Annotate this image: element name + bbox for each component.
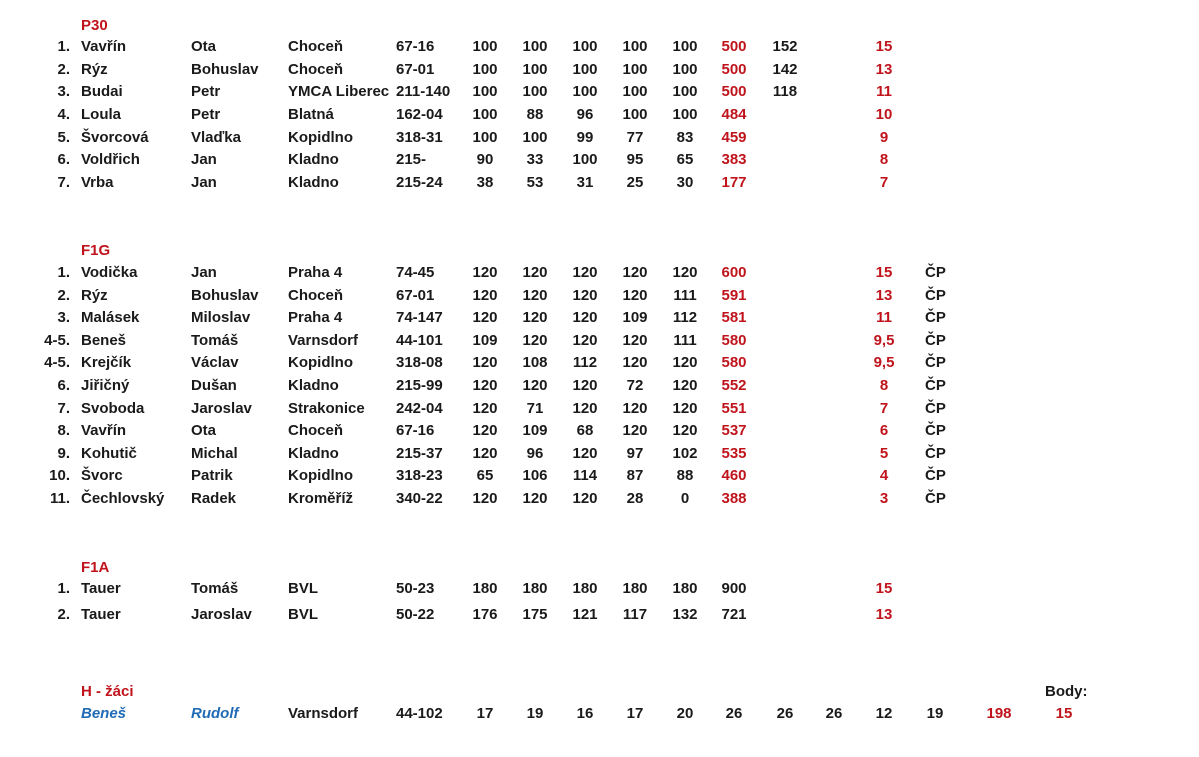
round-score-cell: 100 (572, 38, 598, 55)
round-score-cell: 120 (522, 264, 548, 281)
round-score-cell: 120 (622, 264, 648, 281)
round-score-cell: 99 (576, 129, 594, 146)
round-score-cell: 65 (476, 467, 494, 484)
round-score-cell: 19 (926, 705, 944, 722)
firstname-cell: Tomáš (191, 332, 239, 349)
table-row (0, 354, 1199, 376)
round-score-cell: 65 (676, 151, 694, 168)
flyoff-cell: 118 (772, 83, 798, 100)
club-cell: Choceň (288, 38, 344, 55)
round-score-cell: 100 (622, 106, 648, 123)
round-score-cell: 180 (622, 580, 648, 597)
surname-cell: Voldřich (81, 151, 140, 168)
license-cell: 340-22 (396, 490, 443, 507)
round-score-cell: 100 (522, 61, 548, 78)
table-row (0, 129, 1199, 151)
license-cell: 50-22 (396, 606, 435, 623)
surname-cell: Beneš (81, 705, 127, 722)
firstname-cell: Miloslav (191, 309, 251, 326)
club-cell: Choceň (288, 287, 344, 304)
total-cell: 177 (721, 174, 747, 191)
table-row (0, 705, 1199, 727)
table-row (0, 174, 1199, 196)
round-score-cell: 90 (476, 151, 494, 168)
round-score-cell: 68 (576, 422, 594, 439)
surname-cell: Krejčík (81, 354, 132, 371)
round-score-cell: 120 (472, 354, 498, 371)
points-cell: 13 (875, 287, 893, 304)
cup-note-cell: ČP (925, 445, 946, 462)
surname-cell: Kohutič (81, 445, 137, 462)
firstname-cell: Michal (191, 445, 238, 462)
round-score-cell: 111 (673, 287, 697, 304)
surname-cell: Rýz (81, 287, 108, 304)
round-score-cell: 96 (576, 106, 594, 123)
points-cell: 4 (879, 467, 889, 484)
license-cell: 44-101 (396, 332, 443, 349)
round-score-cell: 88 (676, 467, 694, 484)
round-score-cell: 120 (572, 377, 598, 394)
round-score-cell: 180 (572, 580, 598, 597)
round-score-cell: 100 (572, 61, 598, 78)
round-score-cell: 87 (626, 467, 644, 484)
rank-cell: 9. (57, 445, 70, 462)
round-score-cell: 26 (725, 705, 743, 722)
cup-note-cell: ČP (925, 400, 946, 417)
club-cell: Kopidlno (288, 129, 353, 146)
rank-cell: 6. (57, 377, 70, 394)
total-cell: 600 (721, 264, 747, 281)
total-cell: 580 (721, 332, 747, 349)
round-score-cell: 120 (622, 400, 648, 417)
points-cell: 9,5 (873, 354, 895, 371)
total-cell: 460 (721, 467, 747, 484)
license-cell: 318-31 (396, 129, 443, 146)
table-row (0, 332, 1199, 354)
firstname-cell: Václav (191, 354, 239, 371)
points-cell: 9 (879, 129, 889, 146)
round-score-cell: 100 (622, 38, 648, 55)
license-cell: 67-01 (396, 287, 435, 304)
rank-cell: 2. (57, 61, 70, 78)
flyoff-cell: 142 (772, 61, 798, 78)
round-score-cell: 120 (472, 377, 498, 394)
cup-note-cell: ČP (925, 467, 946, 484)
firstname-cell: Rudolf (191, 705, 239, 722)
round-score-cell: 109 (522, 422, 548, 439)
points-cell: 9,5 (873, 332, 895, 349)
round-score-cell: 117 (622, 606, 648, 623)
surname-cell: Jiřičný (81, 377, 130, 394)
club-cell: BVL (288, 580, 318, 597)
round-score-cell: 100 (472, 106, 498, 123)
points-cell: 7 (879, 400, 889, 417)
round-score-cell: 100 (572, 83, 598, 100)
license-cell: 74-147 (396, 309, 443, 326)
round-score-cell: 17 (476, 705, 494, 722)
club-cell: Blatná (288, 106, 334, 123)
round-score-cell: 20 (676, 705, 694, 722)
table-row (0, 38, 1199, 60)
total-cell: 537 (721, 422, 747, 439)
cup-note-cell: ČP (925, 264, 946, 281)
round-score-cell: 180 (472, 580, 498, 597)
round-score-cell: 95 (626, 151, 644, 168)
license-cell: 67-01 (396, 61, 435, 78)
rank-cell: 1. (57, 264, 70, 281)
rank-cell: 4-5. (44, 332, 70, 349)
total-cell: 900 (721, 580, 747, 597)
points-cell: 15 (1055, 705, 1073, 722)
club-cell: Varnsdorf (288, 332, 359, 349)
round-score-cell: 120 (472, 287, 498, 304)
round-score-cell: 100 (622, 61, 648, 78)
license-cell: 242-04 (396, 400, 443, 417)
round-score-cell: 120 (472, 490, 498, 507)
round-score-cell: 97 (626, 445, 644, 462)
round-score-cell: 111 (673, 332, 697, 349)
cup-note-cell: ČP (925, 377, 946, 394)
round-score-cell: 180 (672, 580, 698, 597)
cup-note-cell: ČP (925, 354, 946, 371)
rank-cell: 10. (49, 467, 70, 484)
round-score-cell: 120 (472, 400, 498, 417)
points-cell: 11 (876, 83, 892, 100)
round-score-cell: 120 (472, 422, 498, 439)
section-title-f1g: F1G (81, 242, 111, 259)
round-score-cell: 17 (626, 705, 644, 722)
rank-cell: 2. (57, 287, 70, 304)
club-cell: Kroměříž (288, 490, 354, 507)
surname-cell: Budai (81, 83, 123, 100)
points-label: Body: (1045, 683, 1088, 700)
round-score-cell: 120 (622, 354, 648, 371)
rank-cell: 1. (57, 38, 70, 55)
round-score-cell: 30 (676, 174, 694, 191)
rank-cell: 3. (57, 83, 70, 100)
round-score-cell: 38 (476, 174, 494, 191)
round-score-cell: 26 (825, 705, 843, 722)
round-score-cell: 176 (472, 606, 498, 623)
total-cell: 551 (721, 400, 747, 417)
points-cell: 8 (879, 151, 889, 168)
firstname-cell: Jan (191, 151, 217, 168)
surname-cell: Vodička (81, 264, 138, 281)
license-cell: 44-102 (396, 705, 443, 722)
surname-cell: Rýz (81, 61, 108, 78)
round-score-cell: 175 (522, 606, 548, 623)
round-score-cell: 132 (672, 606, 698, 623)
club-cell: Kladno (288, 377, 339, 394)
firstname-cell: Vlaďka (191, 129, 241, 146)
club-cell: Kopidlno (288, 467, 353, 484)
total-cell: 484 (721, 106, 747, 123)
table-row (0, 61, 1199, 83)
surname-cell: Svoboda (81, 400, 145, 417)
round-score-cell: 100 (572, 151, 598, 168)
table-row (0, 422, 1199, 444)
table-row (0, 151, 1199, 173)
round-score-cell: 120 (472, 445, 498, 462)
round-score-cell: 88 (526, 106, 544, 123)
points-cell: 10 (875, 106, 893, 123)
cup-note-cell: ČP (925, 422, 946, 439)
total-cell: 383 (721, 151, 747, 168)
rank-cell: 2. (57, 606, 70, 623)
round-score-cell: 121 (572, 606, 598, 623)
surname-cell: Vrba (81, 174, 114, 191)
round-score-cell: 120 (622, 287, 648, 304)
round-score-cell: 108 (522, 354, 548, 371)
round-score-cell: 100 (672, 61, 698, 78)
round-score-cell: 25 (626, 174, 644, 191)
rank-cell: 11. (49, 490, 70, 507)
club-cell: Kladno (288, 174, 339, 191)
total-cell: 721 (721, 606, 747, 623)
table-row (0, 309, 1199, 331)
firstname-cell: Ota (191, 38, 217, 55)
club-cell: Strakonice (288, 400, 365, 417)
round-score-cell: 120 (572, 400, 598, 417)
round-score-cell: 120 (672, 264, 698, 281)
round-score-cell: 120 (572, 332, 598, 349)
points-cell: 3 (879, 490, 889, 507)
club-cell: Choceň (288, 61, 344, 78)
round-score-cell: 72 (626, 377, 644, 394)
firstname-cell: Ota (191, 422, 217, 439)
rank-cell: 4. (57, 106, 70, 123)
total-cell: 591 (721, 287, 747, 304)
points-cell: 11 (876, 309, 892, 326)
round-score-cell: 120 (472, 264, 498, 281)
rank-cell: 6. (57, 151, 70, 168)
round-score-cell: 16 (576, 705, 594, 722)
club-cell: YMCA Liberec (288, 83, 390, 100)
points-cell: 13 (875, 61, 893, 78)
rank-cell: 3. (57, 309, 70, 326)
surname-cell: Švorc (81, 467, 123, 484)
round-score-cell: 100 (622, 83, 648, 100)
firstname-cell: Tomáš (191, 580, 239, 597)
points-cell: 15 (875, 264, 893, 281)
surname-cell: Tauer (81, 580, 121, 597)
total-cell: 459 (721, 129, 747, 146)
cup-note-cell: ČP (925, 332, 946, 349)
license-cell: 50-23 (396, 580, 435, 597)
license-cell: 318-23 (396, 467, 443, 484)
firstname-cell: Bohuslav (191, 287, 259, 304)
club-cell: Praha 4 (288, 264, 343, 281)
total-cell: 581 (721, 309, 747, 326)
firstname-cell: Jan (191, 174, 217, 191)
points-cell: 5 (879, 445, 889, 462)
surname-cell: Švorcová (81, 129, 149, 146)
surname-cell: Beneš (81, 332, 127, 349)
license-cell: 215- (396, 151, 427, 168)
round-score-cell: 120 (622, 332, 648, 349)
firstname-cell: Radek (191, 490, 237, 507)
license-cell: 215-37 (396, 445, 443, 462)
total-cell: 388 (721, 490, 747, 507)
round-score-cell: 120 (672, 400, 698, 417)
club-cell: Kladno (288, 445, 339, 462)
round-score-cell: 77 (626, 129, 644, 146)
round-score-cell: 19 (526, 705, 544, 722)
firstname-cell: Patrik (191, 467, 233, 484)
round-score-cell: 120 (522, 287, 548, 304)
round-score-cell: 112 (672, 309, 698, 326)
table-row (0, 287, 1199, 309)
section-title-f1a: F1A (81, 559, 110, 576)
round-score-cell: 120 (522, 332, 548, 349)
round-score-cell: 100 (522, 83, 548, 100)
license-cell: 67-16 (396, 38, 435, 55)
firstname-cell: Dušan (191, 377, 237, 394)
round-score-cell: 12 (875, 705, 893, 722)
table-row (0, 400, 1199, 422)
round-score-cell: 120 (672, 377, 698, 394)
points-cell: 15 (875, 38, 893, 55)
round-score-cell: 100 (672, 83, 698, 100)
club-cell: Kopidlno (288, 354, 353, 371)
cup-note-cell: ČP (925, 287, 946, 304)
license-cell: 211-140 (396, 83, 451, 100)
round-score-cell: 120 (572, 490, 598, 507)
club-cell: Varnsdorf (288, 705, 359, 722)
round-score-cell: 120 (572, 309, 598, 326)
round-score-cell: 112 (572, 354, 598, 371)
round-score-cell: 100 (672, 38, 698, 55)
license-cell: 215-24 (396, 174, 443, 191)
firstname-cell: Jaroslav (191, 400, 252, 417)
round-score-cell: 100 (522, 129, 548, 146)
table-row (0, 83, 1199, 105)
round-score-cell: 28 (626, 490, 644, 507)
round-score-cell: 100 (672, 106, 698, 123)
table-row (0, 490, 1199, 512)
table-row (0, 377, 1199, 399)
table-row (0, 606, 1199, 628)
table-row (0, 580, 1199, 602)
rank-cell: 4-5. (44, 354, 70, 371)
round-score-cell: 109 (472, 332, 498, 349)
round-score-cell: 31 (576, 174, 594, 191)
round-score-cell: 180 (522, 580, 548, 597)
rank-cell: 7. (57, 174, 70, 191)
license-cell: 67-16 (396, 422, 435, 439)
points-cell: 7 (879, 174, 889, 191)
surname-cell: Loula (81, 106, 121, 123)
table-row (0, 445, 1199, 467)
section-title-p30: P30 (81, 17, 108, 34)
round-score-cell: 53 (526, 174, 544, 191)
license-cell: 74-45 (396, 264, 435, 281)
table-row (0, 264, 1199, 286)
round-score-cell: 120 (522, 309, 548, 326)
rank-cell: 8. (57, 422, 70, 439)
round-score-cell: 120 (672, 354, 698, 371)
rank-cell: 7. (57, 400, 70, 417)
round-score-cell: 71 (526, 400, 544, 417)
round-score-cell: 100 (472, 61, 498, 78)
cup-note-cell: ČP (925, 309, 946, 326)
round-score-cell: 0 (680, 490, 690, 507)
club-cell: Kladno (288, 151, 339, 168)
rank-cell: 5. (57, 129, 70, 146)
round-score-cell: 120 (622, 422, 648, 439)
firstname-cell: Jaroslav (191, 606, 252, 623)
round-score-cell: 120 (572, 445, 598, 462)
round-score-cell: 120 (572, 287, 598, 304)
round-score-cell: 106 (522, 467, 548, 484)
round-score-cell: 100 (522, 38, 548, 55)
license-cell: 162-04 (396, 106, 443, 123)
license-cell: 215-99 (396, 377, 443, 394)
club-cell: Choceň (288, 422, 344, 439)
flyoff-cell: 152 (772, 38, 798, 55)
round-score-cell: 96 (526, 445, 544, 462)
round-score-cell: 100 (472, 129, 498, 146)
rank-cell: 1. (57, 580, 70, 597)
firstname-cell: Bohuslav (191, 61, 259, 78)
cup-note-cell: ČP (925, 490, 946, 507)
license-cell: 318-08 (396, 354, 443, 371)
firstname-cell: Jan (191, 264, 217, 281)
round-score-cell: 120 (522, 490, 548, 507)
total-cell: 500 (721, 61, 747, 78)
points-cell: 6 (879, 422, 889, 439)
round-score-cell: 120 (522, 377, 548, 394)
round-score-cell: 114 (572, 467, 598, 484)
firstname-cell: Petr (191, 83, 221, 100)
total-cell: 198 (986, 705, 1012, 722)
surname-cell: Malásek (81, 309, 140, 326)
surname-cell: Tauer (81, 606, 121, 623)
total-cell: 580 (721, 354, 747, 371)
club-cell: BVL (288, 606, 318, 623)
surname-cell: Čechlovský (81, 490, 165, 507)
surname-cell: Vavřín (81, 422, 127, 439)
round-score-cell: 120 (672, 422, 698, 439)
round-score-cell: 120 (572, 264, 598, 281)
round-score-cell: 109 (622, 309, 648, 326)
points-cell: 13 (875, 606, 893, 623)
firstname-cell: Petr (191, 106, 221, 123)
round-score-cell: 100 (472, 38, 498, 55)
round-score-cell: 100 (472, 83, 498, 100)
table-row (0, 467, 1199, 489)
points-cell: 15 (875, 580, 893, 597)
round-score-cell: 83 (676, 129, 694, 146)
total-cell: 535 (721, 445, 747, 462)
surname-cell: Vavřín (81, 38, 127, 55)
section-title-h: H - žáci (81, 683, 134, 700)
club-cell: Praha 4 (288, 309, 343, 326)
round-score-cell: 102 (672, 445, 698, 462)
table-row (0, 106, 1199, 128)
total-cell: 552 (721, 377, 747, 394)
points-cell: 8 (879, 377, 889, 394)
round-score-cell: 26 (776, 705, 794, 722)
round-score-cell: 33 (526, 151, 544, 168)
round-score-cell: 120 (472, 309, 498, 326)
total-cell: 500 (721, 38, 747, 55)
total-cell: 500 (721, 83, 747, 100)
